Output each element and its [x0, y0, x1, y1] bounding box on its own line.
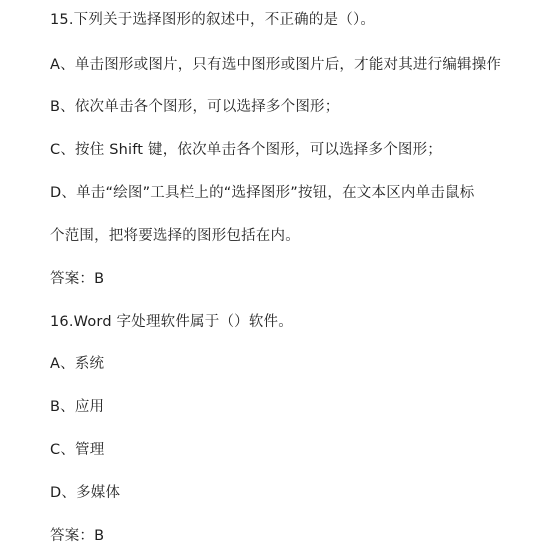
question-16-stem: 16.Word 字处理软件属于（）软件。: [50, 314, 293, 330]
question-15-answer: 答案：B: [50, 271, 105, 287]
question-16-option-b: B、应用: [50, 399, 105, 415]
question-15-option-a: A、单击图形或图片，只有选中图形或图片后，才能对其进行编辑操作: [50, 57, 502, 73]
question-15-stem: 15.下列关于选择图形的叙述中，不正确的是（）。: [50, 12, 376, 28]
document-page: [50, 0, 551, 554]
question-15-option-b: B、依次单击各个图形，可以选择多个图形；: [50, 99, 340, 115]
question-16-option-c: C、管理: [50, 442, 105, 458]
question-16-option-d: D、多媒体: [50, 485, 121, 501]
question-15-option-d: D、单击“绘图”工具栏上的“选择图形”按钮，在文本区内单击鼠标: [50, 185, 475, 201]
question-16-option-a: A、系统: [50, 356, 105, 372]
question-15-option-d-continued: 个范围，把将要选择的图形包括在内。: [50, 228, 300, 244]
question-15-option-c: C、按住 Shift 键，依次单击各个图形，可以选择多个图形；: [50, 142, 442, 158]
question-16-answer: 答案：B: [50, 528, 105, 544]
